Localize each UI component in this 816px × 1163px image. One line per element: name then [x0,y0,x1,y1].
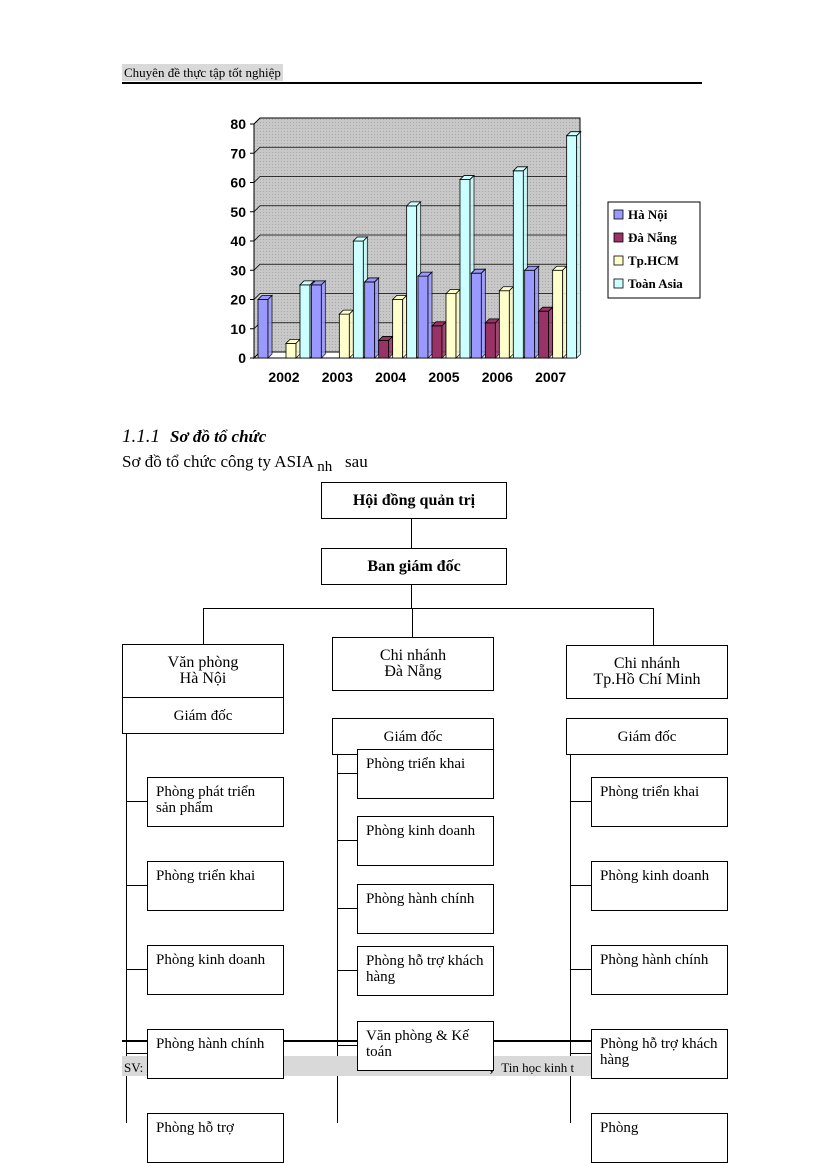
bar-face [418,276,428,358]
bar-side [375,278,379,358]
bar [286,339,300,358]
y-tick-label: 50 [230,203,246,220]
bar-face [393,300,403,359]
bar [258,296,272,359]
y-tick-label: 20 [230,291,246,308]
y-tick-label: 10 [230,320,246,337]
board-box [321,482,507,519]
bar-face [499,291,509,358]
connector-horizontal [203,608,653,609]
danang-dept-box: Phòng hành chính [357,884,494,934]
connector-directors-branches [411,585,412,609]
tick [570,885,592,886]
hcm-dept-box: Phòng triển khai [591,777,728,827]
connector-hcm [653,608,654,646]
connector-hanoi [203,608,204,644]
hcm-manager-label: Giám đốc [617,728,677,745]
section-title: Sơ đồ tổ chức [170,427,267,446]
tick [337,840,357,841]
tick [337,908,357,909]
intro-sau: sau [345,452,368,471]
bar [379,336,393,358]
bar-side [321,281,325,358]
bar-side [481,269,485,358]
hanoi-dept-box: Phòng hành chính [147,1029,284,1079]
bar-side [389,336,393,358]
tick [126,801,148,802]
bar-side [577,132,581,358]
directors-box [321,548,507,585]
bar-face [311,285,321,358]
bar-side [495,319,499,358]
x-tick-label: 2003 [321,369,353,385]
hanoi-title-1: Văn phòng [167,654,239,671]
bar-side [442,322,446,358]
legend-swatch [614,256,623,265]
y-tick-label: 80 [230,116,246,132]
y-tick-label: 70 [230,145,246,162]
tick [337,970,357,971]
hcm-dept-box: Phòng [591,1113,728,1163]
y-tick-label: 30 [230,262,246,279]
bar [539,307,553,358]
bar-face [539,311,549,358]
bar-face [258,300,268,359]
x-tick-label: 2006 [481,369,513,385]
bar-side [549,307,553,358]
tick [570,1053,592,1054]
bar-side [535,266,539,358]
bar-face [300,285,310,358]
tick [337,1045,357,1046]
danang-dept-box: Phòng triển khai [357,749,494,799]
legend-label: Đà Nẵng [628,230,677,245]
tick [337,773,357,774]
danang-branch-box [332,637,494,691]
tick [570,969,592,970]
tick [126,1053,148,1054]
hanoi-dept-box: Phòng hỗ trợ [147,1113,284,1163]
bar-side [349,310,353,358]
danang-dept-box: Phòng hỗ trợ khách hàng [357,946,494,996]
hcm-branch-box [566,645,728,699]
bar [432,322,446,358]
bar-face [407,206,417,358]
bar [485,319,499,358]
hanoi-manager-label: Giám đốc [173,707,233,724]
hanoi-title-2: Hà Nội [179,670,227,687]
footer-right [490,1060,574,1076]
danang-title-2: Đà Nẵng [384,663,442,680]
legend-swatch [614,233,623,242]
hcm-dept-box: Phòng hỗ trợ khách hàng [591,1029,728,1079]
bar [553,266,567,358]
bar-face [485,323,495,358]
hcm-title-1: Chi nhánh [613,655,681,672]
footer-left: SV: [124,1060,144,1075]
legend-swatch [614,279,623,288]
tick [570,801,592,802]
x-tick-label: 2005 [428,369,460,385]
intro-text [122,452,368,475]
bar-face [553,270,563,358]
bar-side [563,266,567,358]
bar-face [513,171,523,358]
bar [418,272,432,358]
bar-side [268,296,272,359]
bar-face [286,343,296,358]
bar [471,269,485,358]
legend-swatch [614,210,623,219]
bar-side [428,272,432,358]
connector-danang [412,608,413,638]
bar-side [456,290,460,358]
bar [567,132,581,358]
hanoi-office-box [122,644,284,698]
bar [365,278,379,358]
hcm-dept-box: Phòng kinh doanh [591,861,728,911]
hcm-dept-box: Phòng hành chính [591,945,728,995]
section-heading [122,426,266,448]
hanoi-dept-box: Phòng phát triển sản phẩm [147,777,284,827]
bar-face [432,326,442,358]
bar [393,296,407,359]
hanoi-dept-box: Phòng triển khai [147,861,284,911]
legend-label: Hà Nội [628,207,668,222]
x-tick-label: 2007 [535,369,567,385]
footer-right-text: Tin học kinh t [501,1060,575,1075]
tick [126,969,148,970]
bar-face [460,180,470,358]
danang-title-1: Chi nhánh [379,647,447,664]
bar-face [567,136,577,358]
tick [126,885,148,886]
danang-dept-box: Phòng kinh doanh [357,816,494,866]
bar-side [509,287,513,358]
section-number: 1.1.1 [122,426,160,447]
y-tick-label: 0 [238,350,246,366]
document-header: Chuyên đề thực tập tốt nghiệp [124,65,281,80]
header-rule [122,82,702,84]
bar-side [403,296,407,359]
bar-chart [200,110,720,400]
bar-face [525,270,535,358]
hcm-manager-box [566,718,728,755]
bar-face [339,314,349,358]
bar-face [471,273,481,358]
bar [446,290,460,358]
bar-face [365,282,375,358]
y-tick-label: 40 [230,233,246,249]
danang-dept-box: Văn phòng & Kế toán [357,1021,494,1071]
bar-face [446,294,456,358]
x-tick-label: 2004 [375,369,407,385]
intro-main: Sơ đồ tổ chức công ty ASIA [122,452,314,471]
bar-face [379,340,389,358]
bar [525,266,539,358]
intro-nh: nh [317,459,333,475]
legend-label: Tp.HCM [628,253,679,268]
x-tick-label: 2002 [268,369,300,385]
y-tick-label: 60 [230,174,246,191]
danang-manager-label: Giám đốc [383,728,443,745]
hanoi-manager-box [122,697,284,734]
connector-board-directors [411,518,412,550]
legend-label: Toàn Asia [628,276,683,291]
directors-label: Ban giám đốc [367,557,461,575]
bar-face [353,241,363,358]
hcm-title-2: Tp.Hồ Chí Minh [593,671,701,688]
bar [499,287,513,358]
hanoi-dept-box: Phòng kinh doanh [147,945,284,995]
bar [339,310,353,358]
board-label: Hội đồng quản trị [352,491,476,509]
bar [311,281,325,358]
